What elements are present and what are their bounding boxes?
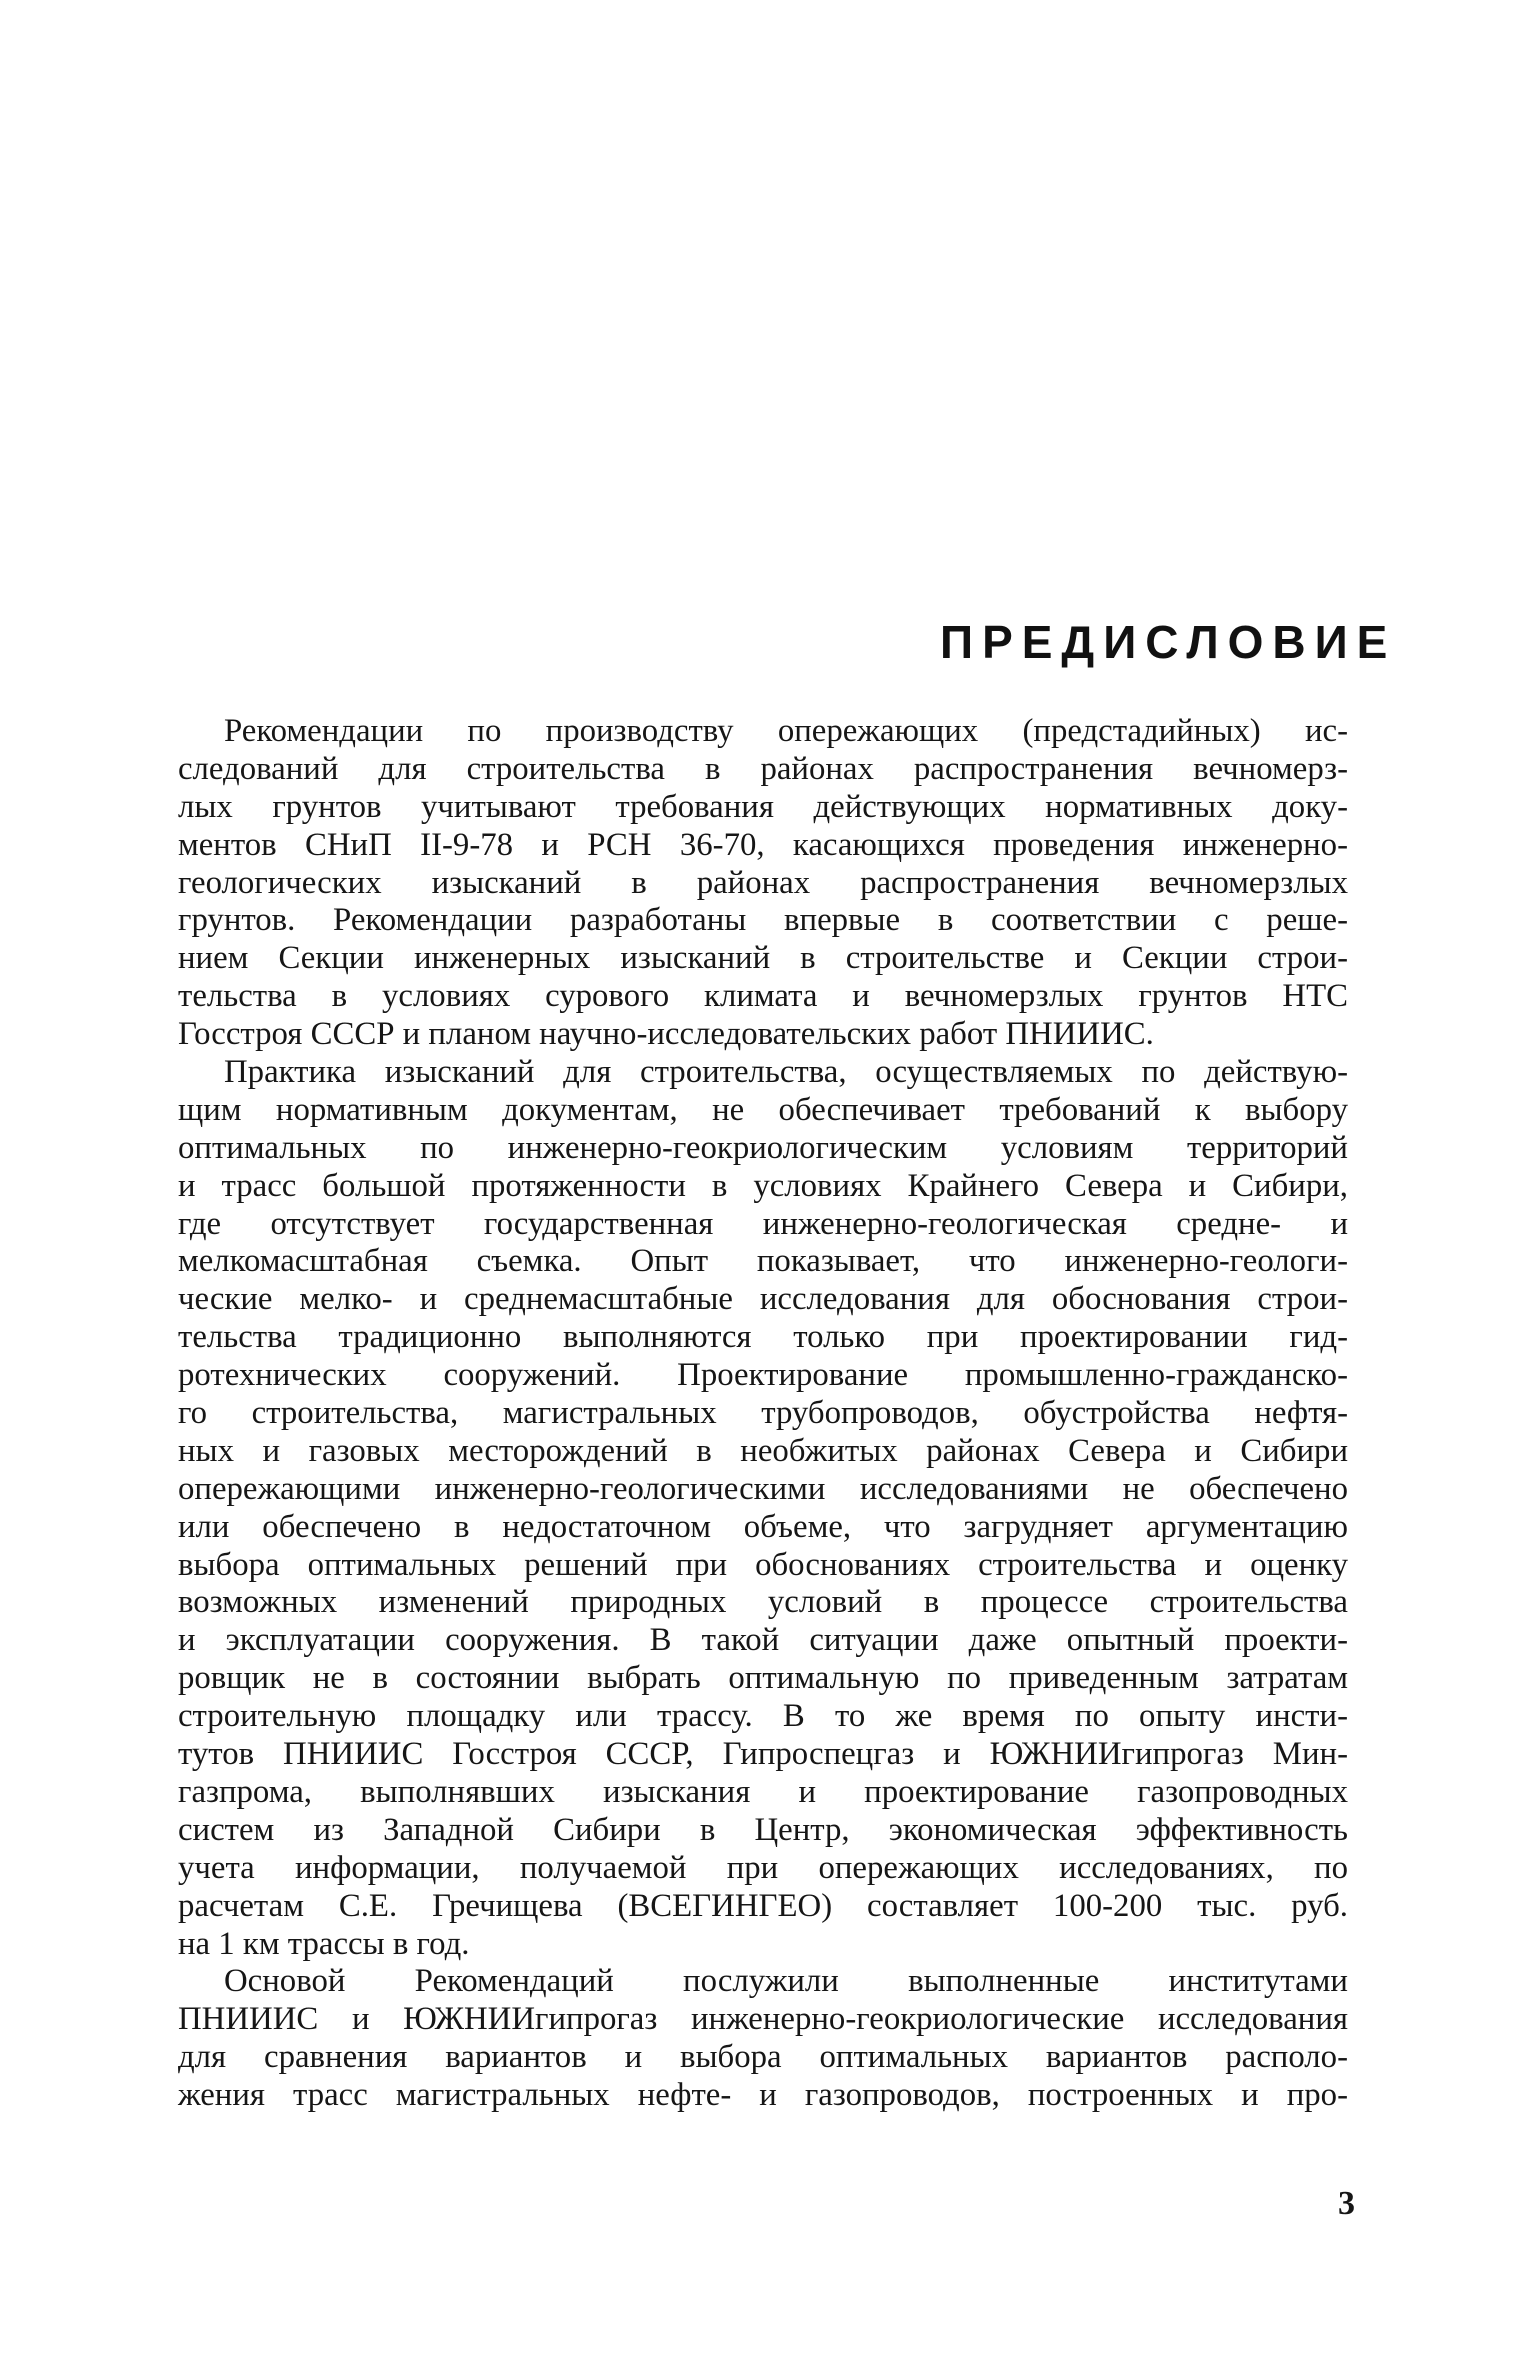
text-line: нием Секции инженерных изысканий в строительстве и Секции строи- <box>178 940 1348 977</box>
text-line: газпрома, выполнявших изыскания и проектирование газопроводных <box>178 1773 1348 1810</box>
text-line: и эксплуатации сооружения. В такой ситуации даже опытный проекти- <box>178 1622 1348 1659</box>
text-line: ментов СНиП II-9-78 и РСН 36-70, касающихся проведения инженерно- <box>178 826 1348 863</box>
text-line: Основой Рекомендаций послужили выполненные институтами <box>224 1963 1348 2000</box>
body-text <box>178 713 1348 2115</box>
text-line: и трасс большой протяженности в условиях Крайнего Севера и Сибири, <box>178 1167 1348 1204</box>
text-line: где отсутствует государственная инженерно-геологическая средне- и <box>178 1205 1348 1242</box>
text-line: лых грунтов учитывают требования действующих нормативных доку- <box>178 788 1348 825</box>
text-line: на 1 км трассы в год. <box>178 1925 470 1962</box>
page-number: 3 <box>1338 2185 1355 2222</box>
text-line: ротехнических сооружений. Проектирование промышленно-гражданско- <box>178 1357 1348 1394</box>
text-line: оптимальных по инженерно-геокриологическим условиям территорий <box>178 1129 1348 1166</box>
text-line: щим нормативным документам, не обеспечивает требований к выбору <box>178 1091 1348 1128</box>
page-heading: ПРЕДИСЛОВИЕ <box>940 616 1397 668</box>
text-line: следований для строительства в районах распространения вечномерз- <box>178 750 1348 787</box>
text-line: тутов ПНИИИС Госстроя СССР, Гипроспецгаз и ЮЖНИИгипрогаз Мин- <box>178 1736 1348 1773</box>
text-line: ческие мелко- и среднемасштабные исследования для обоснования строи- <box>178 1281 1348 1318</box>
text-line: мелкомасштабная съемка. Опыт показывает, что инженерно-геологи- <box>178 1243 1348 1280</box>
text-line: Практика изысканий для строительства, осуществляемых по действую- <box>224 1054 1348 1091</box>
text-line: ровщик не в состоянии выбрать оптимальную по приведенным затратам <box>178 1660 1348 1697</box>
text-line: тельства в условиях сурового климата и вечномерзлых грунтов НТС <box>178 978 1348 1015</box>
text-line: опережающими инженерно-геологическими исследованиями не обеспечено <box>178 1470 1348 1507</box>
text-line: Госстроя СССР и планом научно-исследовательских работ ПНИИИС. <box>178 1016 1154 1053</box>
text-line: ных и газовых месторождений в необжитых районах Севера и Сибири <box>178 1432 1348 1469</box>
text-line: грунтов. Рекомендации разработаны впервые в соответствии с реше- <box>178 902 1348 939</box>
text-line: строительную площадку или трассу. В то же время по опыту инсти- <box>178 1698 1348 1735</box>
text-line: жения трасс магистральных нефте- и газопроводов, построенных и про- <box>178 2077 1348 2114</box>
text-line: ПНИИИС и ЮЖНИИгипрогаз инженерно-геокриологические исследования <box>178 2001 1348 2038</box>
text-line: расчетам С.Е. Гречищева (ВСЕГИНГЕО) составляет 100-200 тыс. руб. <box>178 1887 1348 1924</box>
text-line: го строительства, магистральных трубопроводов, обустройства нефтя- <box>178 1395 1348 1432</box>
text-line: учета информации, получаемой при опережающих исследованиях, по <box>178 1849 1348 1886</box>
text-line: возможных изменений природных условий в процессе строительства <box>178 1584 1348 1621</box>
text-line: Рекомендации по производству опережающих (предстадийных) ис- <box>224 713 1348 749</box>
text-line: или обеспечено в недостаточном объеме, что загрудняет аргументацию <box>178 1508 1348 1545</box>
text-line: геологических изысканий в районах распространения вечномерзлых <box>178 864 1348 901</box>
text-line: выбора оптимальных решений при обоснованиях строительства и оценку <box>178 1546 1348 1583</box>
text-line: систем из Западной Сибири в Центр, экономическая эффективность <box>178 1811 1348 1848</box>
text-line: для сравнения вариантов и выбора оптимальных вариантов располо- <box>178 2039 1348 2076</box>
text-line: тельства традиционно выполняются только при проектировании гид- <box>178 1319 1348 1356</box>
